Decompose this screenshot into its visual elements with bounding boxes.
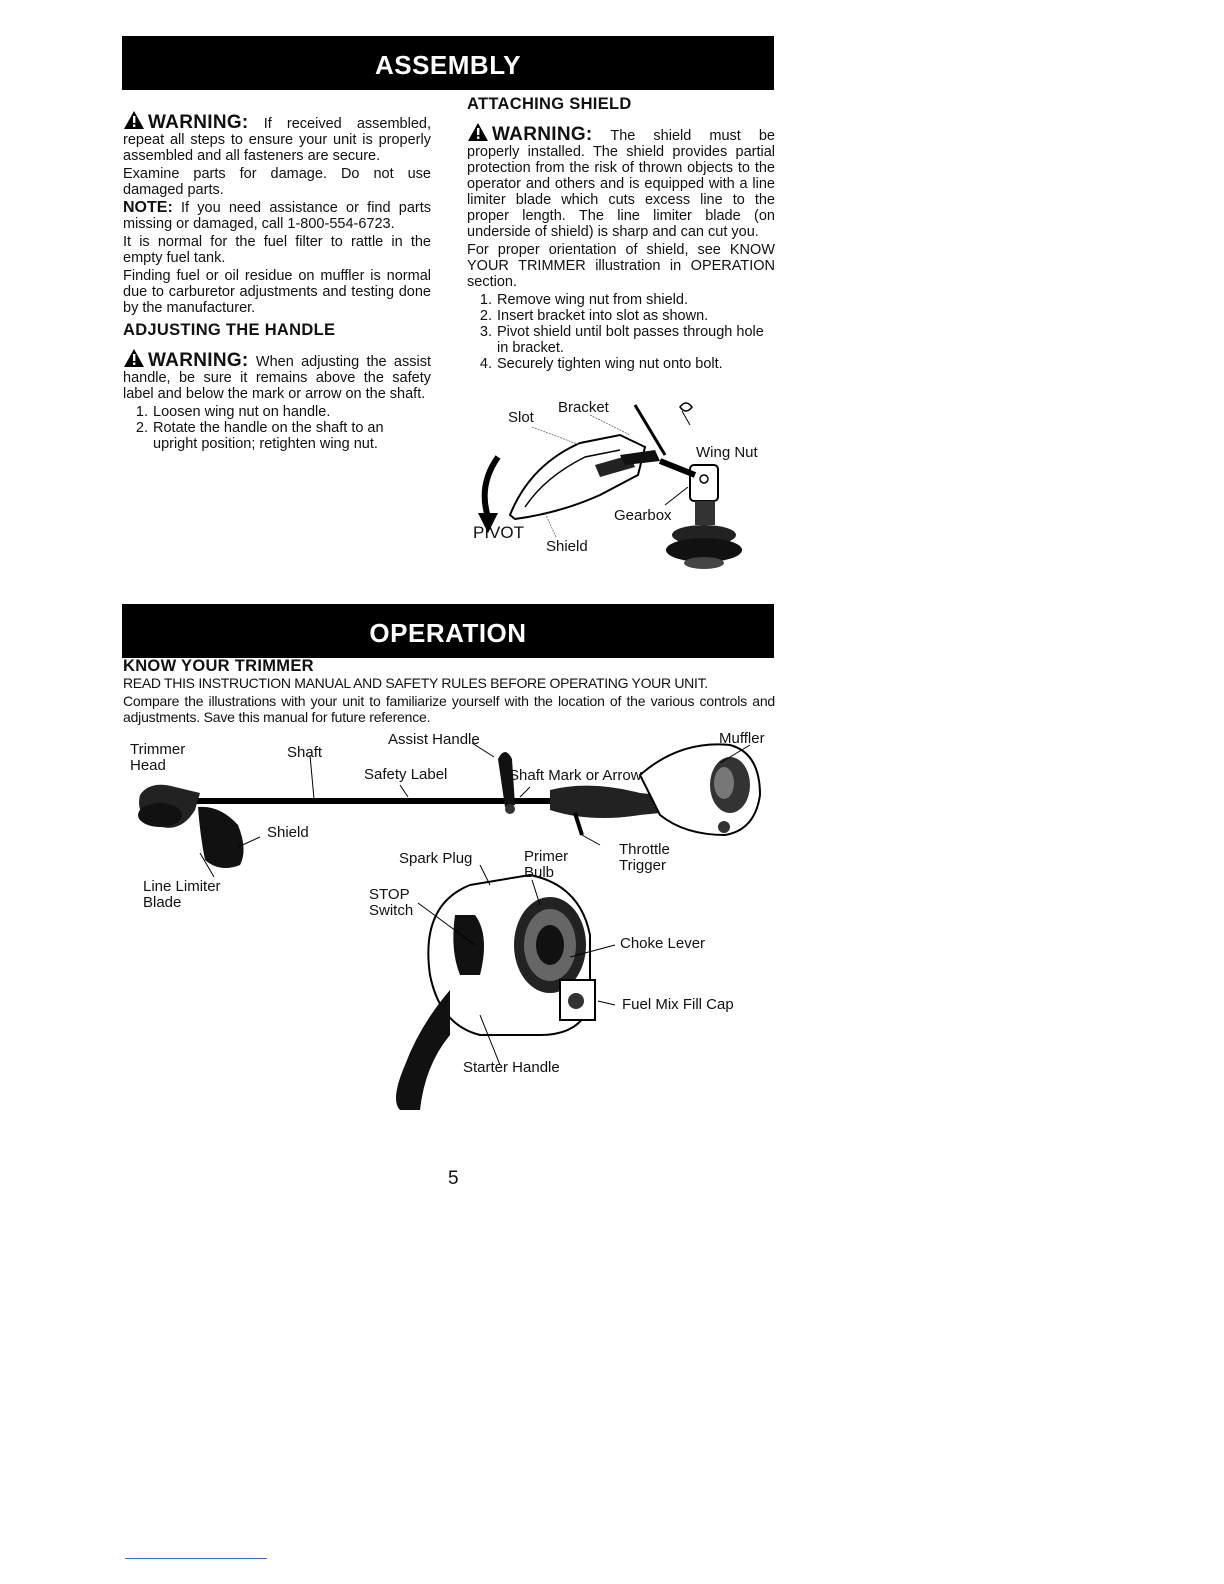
primer-bulb-label: Primer Bulb	[524, 848, 569, 881]
shield-part-label: Shield	[267, 824, 309, 841]
throttle-trigger-label: Throttle Trigger	[619, 841, 670, 874]
warning-triangle-icon	[123, 110, 145, 130]
shaft-label: Shaft	[287, 744, 323, 761]
step-item: 2. Insert bracket into slot as shown.	[496, 308, 775, 324]
assembly-left-column	[123, 100, 431, 452]
page-number: 5	[448, 1168, 459, 1189]
warning-text: If received assembled, repeat all steps to ensure your unit is properly assembled and all fasteners are secure.	[123, 116, 431, 164]
choke-lever-label: Choke Lever	[620, 935, 706, 952]
slot-label: Slot	[508, 409, 534, 426]
know-your-trimmer-heading: KNOW YOUR TRIMMER	[123, 657, 314, 675]
assist-handle-label: Assist Handle	[388, 731, 480, 748]
step-item: 4. Securely tighten wing nut onto bolt.	[496, 356, 775, 372]
examine-parts-text: Examine parts for damage. Do not use damaged parts.	[123, 166, 431, 198]
orientation-text: For proper orientation of shield, see KNOW YOUR TRIMMER illustration in OPERATION section.	[467, 242, 775, 290]
warning-text: When adjusting the assist handle, be sure it remains above the safety label and below the mark or arrow on the shaft.	[123, 354, 431, 402]
attach-shield-steps	[467, 292, 775, 372]
assembly-right-column	[467, 92, 775, 372]
operation-intro	[123, 656, 775, 727]
warning-label: WARNING:	[148, 350, 249, 371]
spark-plug-label: Spark Plug	[399, 850, 473, 867]
warning-shield	[467, 122, 775, 240]
intro-paragraph: Compare the illustrations with your unit to familiarize yourself with the location of the various controls and adjustments. Save this manual for future reference.	[123, 693, 775, 725]
stop-switch-label: STOP Switch	[369, 886, 414, 919]
starter-handle-label: Starter Handle	[463, 1059, 560, 1076]
warning-adjust-handle	[123, 348, 431, 402]
residue-text: Finding fuel or oil residue on muffler is normal due to carburetor adjustments and testing done by the manufacturer.	[123, 268, 431, 316]
warning-text: The shield must be properly installed. The shield provides partial protection from the risk of thrown objects to the operator and others and is equipped with a line limiter blade which cuts excess line to the proper length. The line limiter blade (on underside of shield) is sharp and can cut you.	[467, 128, 775, 240]
fuel-filter-text: It is normal for the fuel filter to rattle in the empty fuel tank.	[123, 234, 431, 266]
shield-label: Shield	[546, 538, 588, 555]
attaching-shield-heading: ATTACHING SHIELD	[467, 95, 632, 113]
step-item: 1. Remove wing nut from shield.	[496, 292, 775, 308]
operation-banner: OPERATION	[122, 604, 774, 658]
warning-label: WARNING:	[492, 124, 593, 145]
warning-triangle-icon	[467, 122, 489, 142]
muffler-label: Muffler	[719, 730, 765, 747]
shaft-mark-label: Shaft Mark or Arrow	[509, 767, 642, 784]
warning-triangle-icon	[123, 348, 145, 368]
step-item: 1. Loosen wing nut on handle.	[152, 404, 431, 420]
wing-nut-label: Wing Nut	[696, 444, 758, 461]
warning-received-assembled	[123, 110, 431, 164]
step-item: 3. Pivot shield until bolt passes through hole in bracket.	[496, 324, 775, 356]
adjust-handle-steps	[123, 404, 431, 452]
safety-label-label: Safety Label	[364, 766, 448, 783]
note-paragraph	[123, 200, 431, 232]
pivot-label: PIVOT	[473, 523, 525, 542]
fuel-mix-fill-cap-label: Fuel Mix Fill Cap	[622, 996, 734, 1013]
note-label: NOTE:	[123, 199, 173, 216]
footer-divider	[125, 1558, 267, 1559]
trimmer-illustration	[120, 735, 780, 1110]
line-limiter-blade-label: Line Limiter Blade	[143, 878, 221, 911]
warning-label: WARNING:	[148, 112, 249, 133]
read-manual-notice: READ THIS INSTRUCTION MANUAL AND SAFETY RULES BEFORE OPERATING YOUR UNIT.	[123, 675, 708, 691]
note-text: If you need assistance or find parts missing or damaged, call 1-800-554-6723.	[123, 200, 431, 232]
trimmer-head-label: Trimmer Head	[130, 741, 186, 774]
assembly-banner: ASSEMBLY	[122, 36, 774, 90]
gearbox-label: Gearbox	[614, 507, 672, 524]
adjusting-handle-heading: ADJUSTING THE HANDLE	[123, 321, 336, 339]
step-item: 2. Rotate the handle on the shaft to an upright position; retighten wing nut.	[152, 420, 431, 452]
bracket-label: Bracket	[558, 399, 609, 416]
